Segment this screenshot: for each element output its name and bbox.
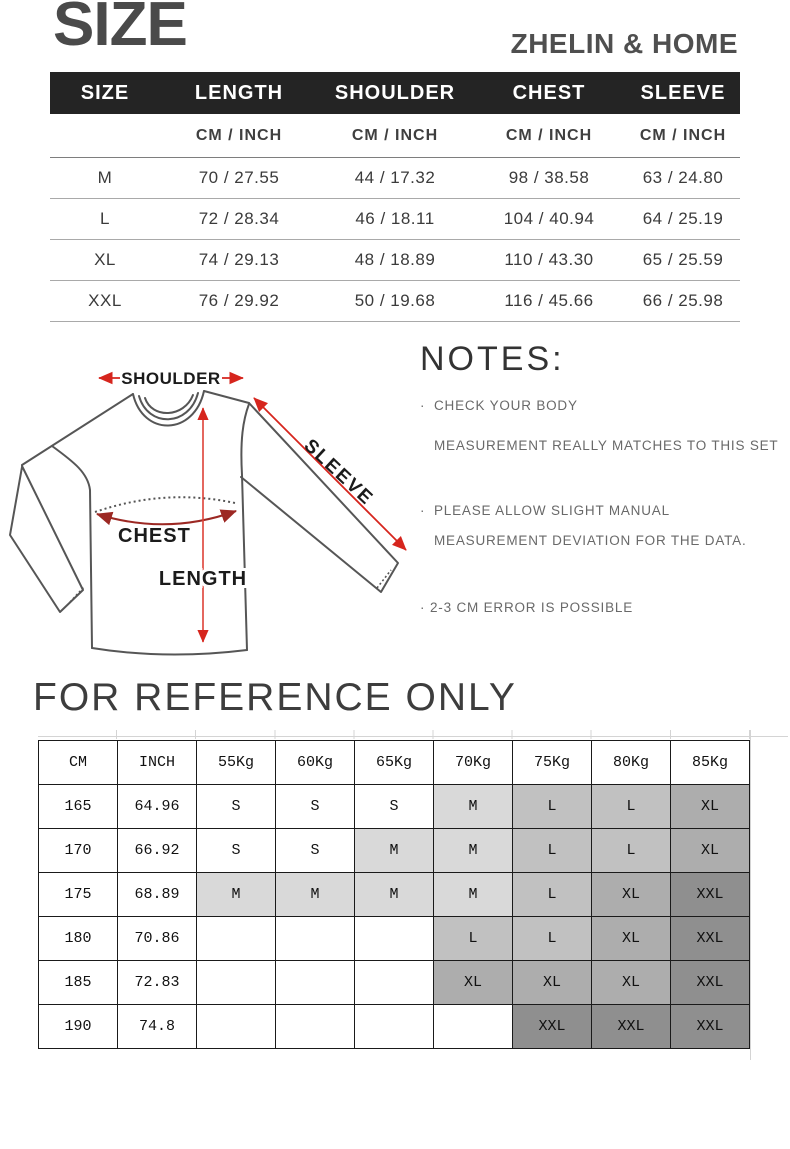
ref-col-header: 55Kg — [197, 741, 276, 785]
size-label: M — [97, 168, 113, 187]
ref-col-header: INCH — [118, 741, 197, 785]
ref-row-185 — [39, 961, 750, 1005]
reference-table — [38, 740, 750, 1049]
note-line: MEASUREMENT DEVIATION FOR THE DATA. — [434, 533, 747, 548]
shoulder-value: 44 / 17.32 — [354, 168, 436, 187]
diagram-label-length: LENGTH — [158, 568, 248, 590]
gridline-artifact — [38, 730, 751, 739]
ref-size-cell: XL — [592, 961, 671, 1005]
length-value: 70 / 27.55 — [198, 168, 280, 187]
col-header-length: LENGTH — [194, 82, 284, 104]
length-value: 74 / 29.13 — [198, 250, 280, 269]
ref-size-cell: S — [276, 829, 355, 873]
ref-size-cell: L — [434, 917, 513, 961]
size-row-xxl — [50, 281, 740, 322]
ref-size-cell — [276, 1005, 355, 1049]
brand-name: ZHELIN & HOME — [510, 28, 738, 59]
shoulder-value: 46 / 18.11 — [355, 209, 435, 228]
ref-size-cell: XXL — [671, 1005, 750, 1049]
measurement-arrows — [95, 378, 406, 642]
ref-col-header: 65Kg — [355, 741, 434, 785]
shoulder-value: 50 / 19.68 — [354, 291, 436, 310]
bullet-icon: · — [420, 600, 425, 615]
ref-table-head-row — [39, 741, 750, 785]
bullet-icon: · — [420, 503, 425, 518]
diagram-label-sleeve: SLEEVE — [299, 435, 378, 510]
ref-row-165 — [39, 785, 750, 829]
ref-size-cell: XXL — [671, 873, 750, 917]
col-header-size: SIZE — [80, 82, 130, 104]
length-value: 76 / 29.92 — [198, 291, 280, 310]
size-label: XL — [94, 250, 116, 269]
chest-arrow — [97, 511, 236, 524]
chest-value: 116 / 45.66 — [504, 291, 594, 310]
ref-size-cell: M — [355, 829, 434, 873]
size-table — [50, 72, 740, 322]
note-line: 2-3 CM ERROR IS POSSIBLE — [430, 600, 633, 615]
ref-size-cell — [197, 917, 276, 961]
ref-size-cell: XXL — [592, 1005, 671, 1049]
ref-cm-value: 185 — [39, 961, 118, 1005]
ref-size-cell: XL — [434, 961, 513, 1005]
size-row-m — [50, 158, 740, 199]
ref-size-cell: L — [513, 785, 592, 829]
ref-size-cell: L — [513, 873, 592, 917]
units-cell-empty — [50, 114, 160, 157]
ref-col-header: 60Kg — [276, 741, 355, 785]
ref-size-cell: XL — [671, 829, 750, 873]
diagram-label-shoulder: SHOULDER — [121, 369, 221, 388]
ref-row-190 — [39, 1005, 750, 1049]
page-title: SIZE — [53, 0, 187, 59]
size-table-header-row — [50, 72, 740, 114]
reference-heading: FOR REFERENCE ONLY — [33, 676, 517, 719]
size-row-l — [50, 199, 740, 240]
ref-size-cell: XL — [592, 873, 671, 917]
ref-inch-value: 70.86 — [118, 917, 197, 961]
shoulder-value: 48 / 18.89 — [354, 250, 436, 269]
ref-col-header: CM — [39, 741, 118, 785]
sleeve-value: 63 / 24.80 — [642, 168, 724, 187]
ref-size-cell — [355, 1005, 434, 1049]
ref-cm-value: 165 — [39, 785, 118, 829]
ref-size-cell: M — [276, 873, 355, 917]
ref-col-header: 80Kg — [592, 741, 671, 785]
ref-size-cell: L — [592, 829, 671, 873]
gridline-artifact — [750, 730, 751, 1060]
size-label: XXL — [88, 291, 122, 310]
size-table-units-row — [50, 114, 740, 158]
ref-size-cell: XL — [513, 961, 592, 1005]
units-cell: CM / INCH — [195, 127, 283, 144]
ref-size-cell: XL — [592, 917, 671, 961]
ref-row-180 — [39, 917, 750, 961]
bullet-icon: · — [420, 398, 425, 413]
ref-size-cell: M — [434, 785, 513, 829]
ref-size-cell: XXL — [671, 917, 750, 961]
ref-size-cell: L — [592, 785, 671, 829]
ref-inch-value: 72.83 — [118, 961, 197, 1005]
col-header-sleeve: SLEEVE — [640, 82, 726, 104]
ref-size-cell: L — [513, 829, 592, 873]
ref-size-cell — [434, 1005, 513, 1049]
size-label: L — [100, 209, 110, 228]
units-cell: CM / INCH — [351, 127, 439, 144]
units-cell: CM / INCH — [505, 127, 593, 144]
ref-col-header: 85Kg — [671, 741, 750, 785]
ref-size-cell — [276, 917, 355, 961]
col-header-shoulder: SHOULDER — [334, 82, 456, 104]
col-header-chest: CHEST — [512, 82, 586, 104]
notes-heading: NOTES: — [420, 340, 565, 378]
ref-inch-value: 74.8 — [118, 1005, 197, 1049]
ref-size-cell: S — [355, 785, 434, 829]
diagram-label-chest: CHEST — [118, 525, 191, 547]
ref-inch-value: 64.96 — [118, 785, 197, 829]
chest-value: 104 / 40.94 — [503, 209, 595, 228]
length-value: 72 / 28.34 — [198, 209, 280, 228]
ref-row-175 — [39, 873, 750, 917]
ref-row-170 — [39, 829, 750, 873]
sleeve-value: 65 / 25.59 — [642, 250, 724, 269]
ref-cm-value: 175 — [39, 873, 118, 917]
ref-cm-value: 180 — [39, 917, 118, 961]
ref-size-cell: S — [276, 785, 355, 829]
chest-value: 98 / 38.58 — [508, 168, 590, 187]
shirt-outline — [10, 391, 398, 655]
ref-size-cell: M — [434, 873, 513, 917]
ref-size-cell: S — [197, 785, 276, 829]
ref-size-cell — [197, 961, 276, 1005]
ref-size-cell: XXL — [513, 1005, 592, 1049]
sleeve-value: 64 / 25.19 — [642, 209, 724, 228]
ref-size-cell: M — [434, 829, 513, 873]
sleeve-value: 66 / 25.98 — [642, 291, 724, 310]
ref-size-cell — [355, 961, 434, 1005]
ref-cm-value: 170 — [39, 829, 118, 873]
ref-size-cell: L — [513, 917, 592, 961]
shirt-measurement-diagram — [0, 340, 420, 680]
chest-value: 110 / 43.30 — [504, 250, 594, 269]
ref-cm-value: 190 — [39, 1005, 118, 1049]
note-line: MEASUREMENT REALLY MATCHES TO THIS SET — [434, 438, 779, 453]
ref-size-cell: S — [197, 829, 276, 873]
ref-size-cell: M — [197, 873, 276, 917]
units-cell: CM / INCH — [639, 127, 727, 144]
ref-col-header: 75Kg — [513, 741, 592, 785]
ref-size-cell: XXL — [671, 961, 750, 1005]
ref-size-cell — [355, 917, 434, 961]
ref-size-cell — [276, 961, 355, 1005]
note-line: CHECK YOUR BODY — [434, 398, 578, 413]
note-line: PLEASE ALLOW SLIGHT MANUAL — [434, 503, 670, 518]
ref-size-cell: XL — [671, 785, 750, 829]
ref-inch-value: 66.92 — [118, 829, 197, 873]
ref-inch-value: 68.89 — [118, 873, 197, 917]
size-row-xl — [50, 240, 740, 281]
notes-section — [420, 340, 790, 640]
ref-size-cell: M — [355, 873, 434, 917]
ref-col-header: 70Kg — [434, 741, 513, 785]
chest-dotted-ellipse — [95, 497, 235, 512]
ref-size-cell — [197, 1005, 276, 1049]
